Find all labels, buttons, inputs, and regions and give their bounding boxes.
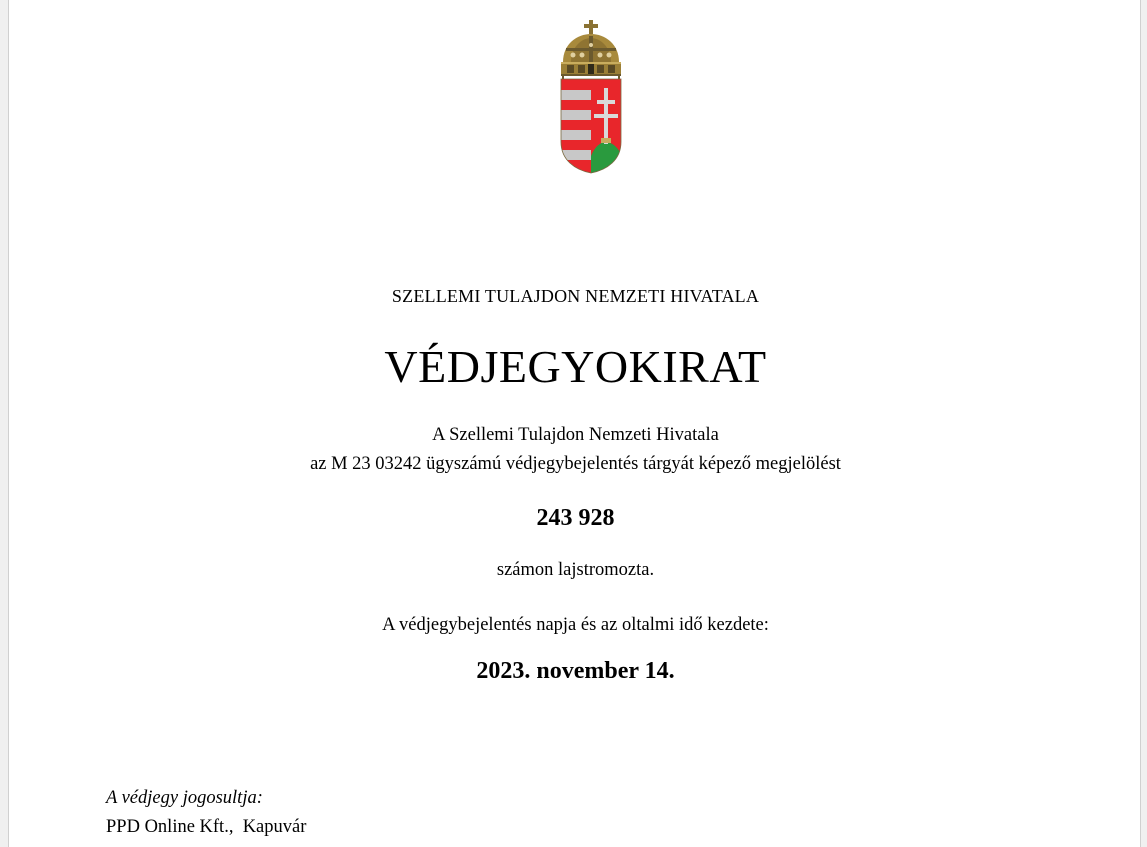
filing-date-label: A védjegybejelentés napja és az oltalmi idő kezdete: [382, 615, 769, 635]
shield [561, 79, 621, 176]
intro-line-1: A Szellemi Tulajdon Nemzeti Hivatala [432, 425, 719, 445]
hungarian-coat-of-arms-icon [551, 18, 631, 176]
holy-crown [561, 34, 621, 82]
crown-cross [584, 20, 598, 34]
filing-date: 2023. november 14. [476, 658, 675, 684]
office-name: SZELLEMI TULAJDON NEMZETI HIVATALA [391, 286, 760, 306]
owner-name: PPD Online Kft., Kapuvár [106, 817, 307, 837]
registration-text: számon lajstromozta. [496, 560, 655, 580]
registration-number: 243 928 [536, 505, 615, 531]
owner-label: A védjegy jogosultja: [106, 788, 263, 808]
document-title: VÉDJEGYOKIRAT [384, 341, 767, 392]
document-page [8, 0, 1141, 847]
intro-line-2: az M 23 03242 ügyszámú védjegybejelentés tárgyát képező megjelölést [310, 454, 841, 474]
